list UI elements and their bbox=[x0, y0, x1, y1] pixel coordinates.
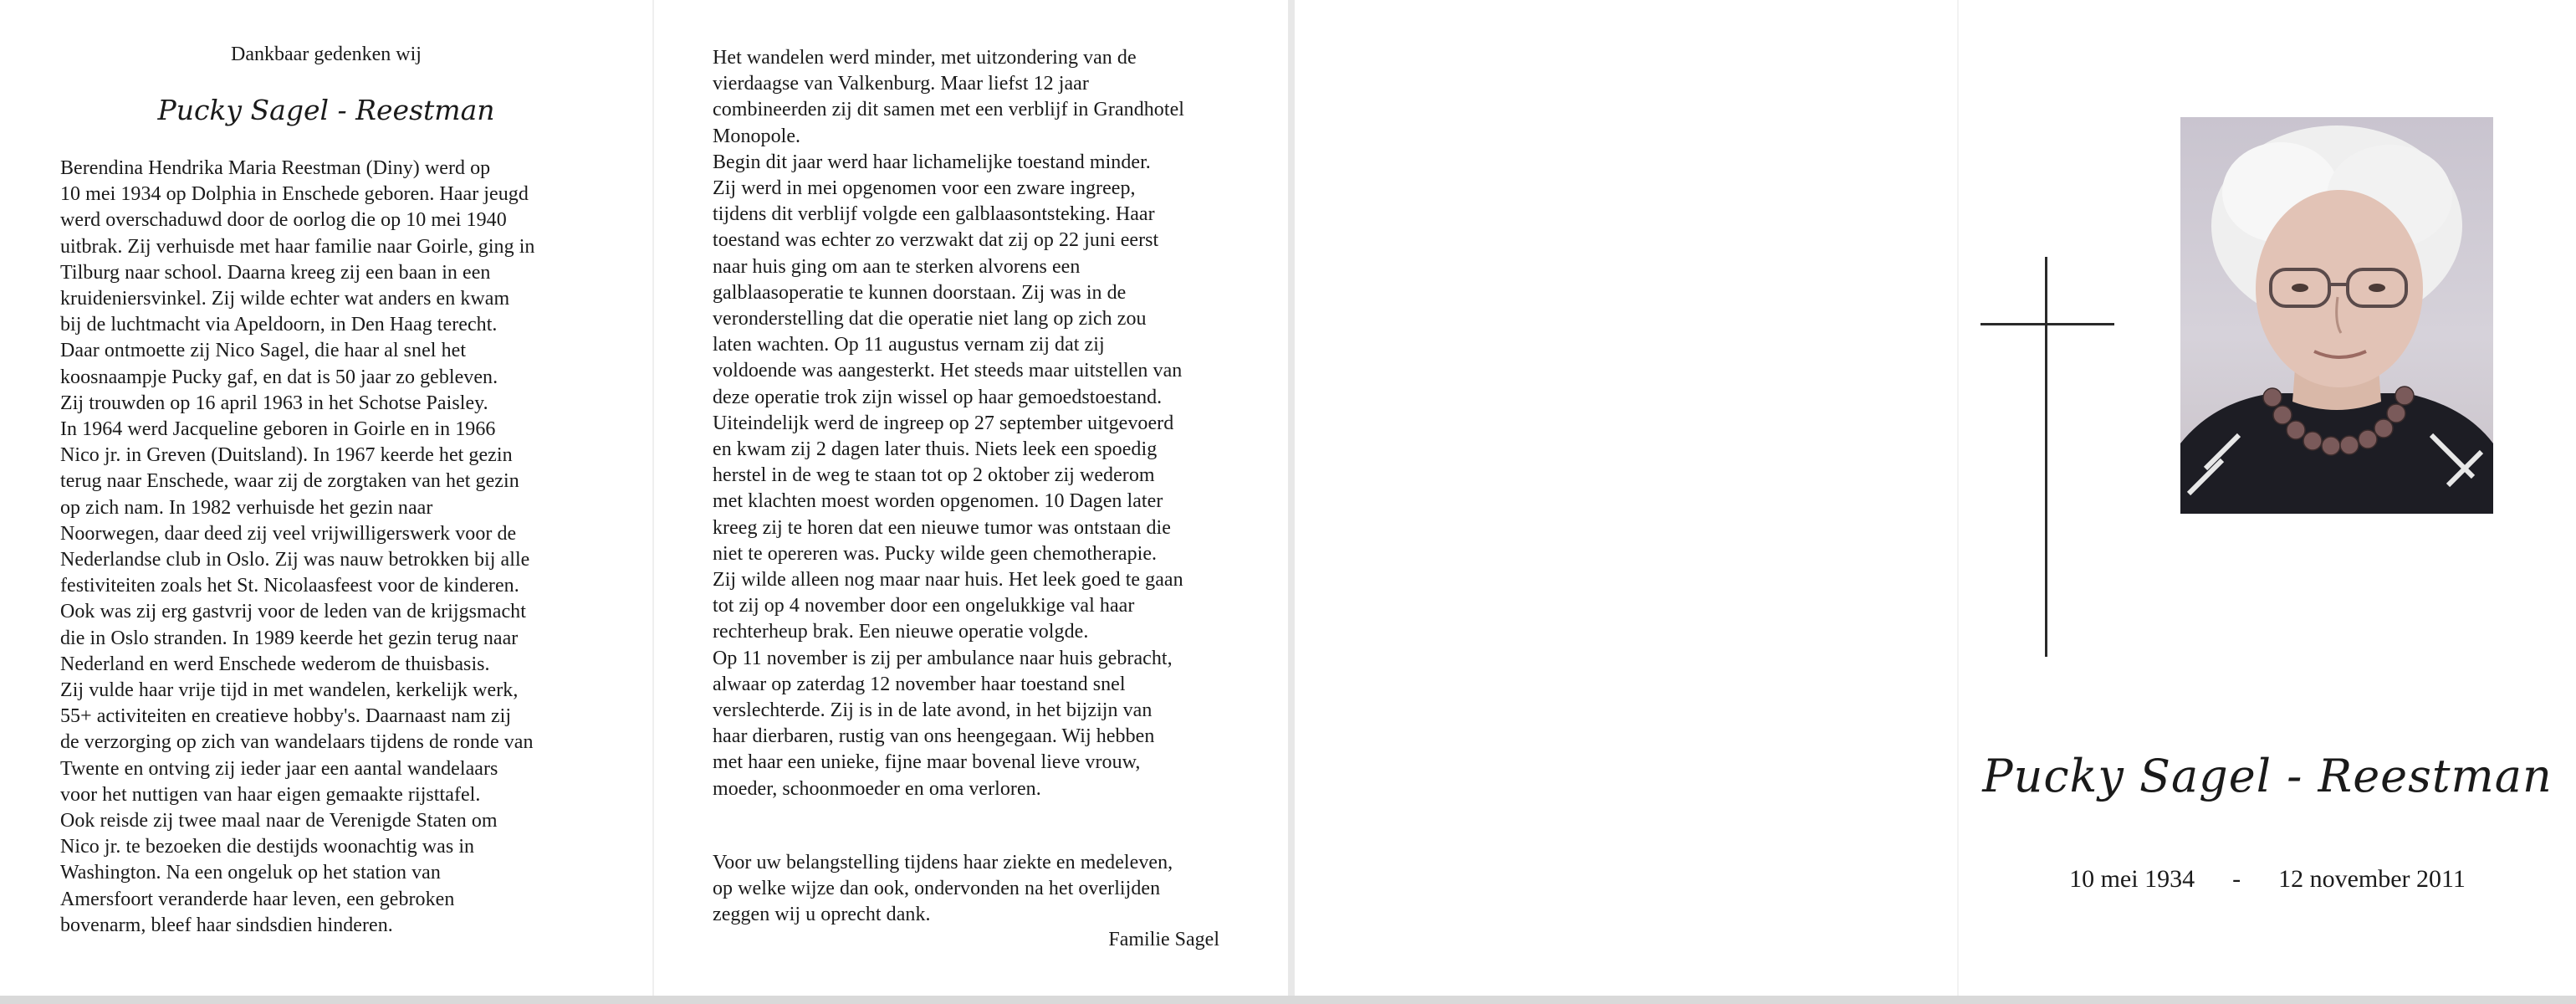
family-signature: Familie Sagel bbox=[1108, 929, 1219, 950]
left-page-name: Pucky Sagel - Reestman bbox=[157, 94, 495, 126]
front-page-name: Pucky Sagel - Reestman bbox=[1982, 750, 2553, 802]
death-date: 12 november 2011 bbox=[2278, 865, 2466, 893]
left-page-body-text: Berendina Hendrika Maria Reestman (Diny) werd op 10 mei 1934 op Dolphia in Enschede geboren. Haar jeugd werd overschaduwd door de oorlog die op 10 mei 1940 uitbrak. Zij verhuisde met haar familie naar Goirle, ging in Tilburg naar school. Daarna kreeg zij een baan in een kruideniersvinkel. Zij wilde echter wat anders en kwam bij de luchtmacht via Apeldoorn, in Den Haag terecht. Daar ontmoette zij Nico Sagel, die haar al snel het koosnaampje Pucky gaf, en dat is 50 jaar zo gebleven. Zij trouwden op 16 april 1963 in het Schotse Paisley. In 1964 werd Jacqueline geboren in Goirle en in 1966 Nico jr. in Greven (Duitsland). In 1967 keerde het gezin terug naar Enschede, waar zij de zorgtaken van het gezin op zich nam. In 1982 verhuisde het gezin naar Noorwegen, daar deed zij veel vrijwilligerswerk voor de Nederlandse club in Oslo. Zij was nauw betrokken bij alle festiviteiten zoals het St. Nicolaasfeest voor de kinderen. Ook was zij erg gastvrij voor de leden van de krijgsmacht die in Oslo stranden. In 1989 keerde het gezin terug naar Nederland en werd Enschede wederom de thuisbasis. Zij vulde haar vrije tijd in met wandelen, kerkelijk werk, 55+ activiteiten en creatieve hobby's. Daarnaast nam zij de verzorging op zich van wandelaars tijdens de ronde van Twente en ontving zij ieder jaar een aantal wandelaars voor het nuttigen van haar eigen gemaakte rijsttafel. Ook reisde zij twee maal naar de Verenigde Staten om Nico jr. te bezoeken die destijds woonachtig was in Washington. Na een ongeluk op het station van Amersfoort veranderde haar leven, een gebroken bovenarm, bleef haar sindsdien hinderen. bbox=[60, 157, 535, 936]
middle-page-body-text: Het wandelen werd minder, met uitzondering van de vierdaagse van Valkenburg. Maar liefst 12 jaar combineerden zij dit samen met een verblijf in Grandhotel Monopole. Begin dit jaar werd haar lichamelijke toestand minder. Zij werd in mei opgenomen voor een zware ingreep, tijdens dit verblijf volgde een galblaasontsteking. Haar toestand was echter zo verzwakt dat zij op 22 juni eerst naar huis ging om aan te sterken alvorens een galblaasoperatie te kunnen doorstaan. Zij was in de veronderstelling dat die operatie niet lang op zich zou laten wachten. Op 11 augustus vernam zij dat zij voldoende was aangesterkt. Het steeds maar uitstellen van deze operatie trok zijn wissel op haar gemoedstoestand. Uiteindelijk werd de ingreep op 27 september uitgevoerd en kwam zij 2 dagen later thuis. Niets leek een spoedig herstel in de weg te staan tot op 2 oktober zij wederom met klachten moest worden opgenomen. 10 Dagen later kreeg zij te horen dat een nieuwe tumor was ontstaan die niet te opereren was. Pucky wilde geen chemotherapie. Zij wilde alleen nog maar naar huis. Het leek goed te gaan tot zij op 4 november door een ongelukkige val haar rechterheup brak. Een nieuwe operatie volgde. Op 11 november is zij per ambulance naar huis gebracht, alwaar op zaterdag 12 november haar toestand snel verslechterde. Zij is in de late avond, in het bijzijn van haar dierbaren, rustig van ons heengegaan. Wij hebben met haar een unieke, fijne maar bovenal lieve vrouw, moeder, schoonmoeder en oma verloren. bbox=[713, 47, 1184, 800]
scan-bottom-edge bbox=[0, 996, 2576, 1004]
page-fold-right bbox=[1957, 0, 1959, 1004]
cross-icon-bar bbox=[1981, 323, 2114, 325]
portrait-photo bbox=[2180, 117, 2493, 514]
left-page-heading: Dankbaar gedenken wij bbox=[231, 44, 422, 65]
page-fold-left bbox=[652, 0, 654, 1004]
birth-date: 10 mei 1934 bbox=[2069, 865, 2195, 893]
middle-page-closing-text: Voor uw belangstelling tijdens haar ziekte en medeleven, op welke wijze dan ook, ondervonden na het overlijden zeggen wij u oprecht dank. bbox=[713, 852, 1173, 926]
life-dates bbox=[1959, 865, 2576, 894]
date-separator: - bbox=[2232, 865, 2241, 893]
cross-icon bbox=[2045, 257, 2047, 657]
